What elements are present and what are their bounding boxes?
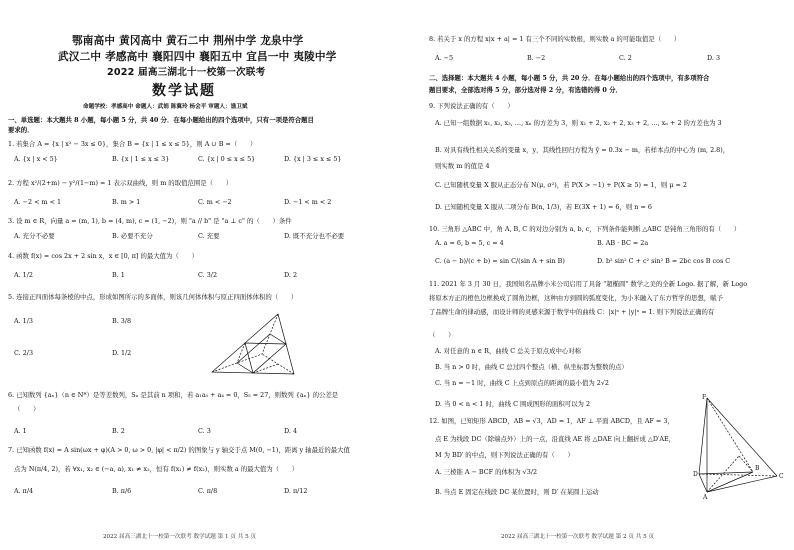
q11-option-a: A. 对任意的 n ∈ R，曲线 C 总关于原点成中心对称 <box>435 347 582 355</box>
q1-option-c: C. {x | 0 ≤ x ≤ 5} <box>198 155 256 163</box>
exam-page-2 <box>397 0 794 550</box>
question-12-line-3: M 为 BD′ 的中点，则下列说法正确的有（ ） <box>435 451 574 459</box>
question-7-cont: 点为 N(π/4, 2)，若 ∀x₁, x₂ ∈ (−a, a), x₁ ≠ x₂，恒有 f(x₁) ≠ f(x₂)，则实数 a 的最大值为（ ） <box>14 465 299 473</box>
question-2: 2. 方程 x²/(2+m) − y²/(1−m) = 1 表示双曲线，则 m 的取值范围是（ ） <box>8 179 233 187</box>
q6-option-a: A. 1 <box>14 427 27 435</box>
q8-option-b: B. −2 <box>527 54 546 62</box>
q9-option-d: D. 已知随机变量 X 服从二项分布 B(n, 1/3)，若 E(3X + 1) = 6，则 n = 6 <box>435 203 652 211</box>
q7-option-d: D. π/12 <box>284 487 308 495</box>
section-1-heading-cont: 要求的． <box>8 126 34 134</box>
question-11-line-4: （ ） <box>429 331 455 339</box>
q10-option-a: A. a = 6, b = 5, c = 4 <box>435 239 504 247</box>
question-5: 5. 连接正四面体每条棱的中点，形成如图所示的多面体，则该几何体体积与原正四面体体积的（ ） <box>8 293 298 301</box>
credits-line: 命题学校：孝感高中 命题人：武娟 陈冀玲 杨会平 审题人：谯卫斌 <box>83 104 248 110</box>
q6-option-b: B. 2 <box>112 427 125 435</box>
section-2-heading: 二、选择题：本大题共 4 小题，每小题 5 分，共 20 分．在每小题给出的四个选项中，有多项符合 <box>429 74 710 82</box>
q2-option-a: A. −2 < m < 1 <box>14 198 62 206</box>
q7-option-c: C. π/8 <box>198 487 218 495</box>
q3-option-b: B. 必要不充分 <box>112 232 153 240</box>
q9-option-a: A. 已知一组数据 x₁, x₂, x₃, …, xₙ 的方差为 3，则 x₁ + 2, x₂ + 2, x₃ + 2, …, xₙ + 2 的方差也为 3 <box>435 119 722 127</box>
figure-label-f: F <box>702 394 707 401</box>
q6-option-c: C. 3 <box>198 427 211 435</box>
tetrahedron-figure <box>208 312 304 380</box>
q1-option-d: D. {x | 3 ≤ x ≤ 5} <box>284 155 342 163</box>
q4-option-b: B. 1 <box>112 271 125 279</box>
school-list-line-1: 鄂南高中 黄冈高中 黄石二中 荆州中学 龙泉中学 <box>72 35 304 47</box>
question-6: 6. 已知数列 {aₙ}（n ∈ N*）是等差数列，Sₙ 是其前 n 项和，若 a₁a₅ + a₄ = 0，S₅ = 27，则数列 {aₙ} 的公差是 <box>8 391 339 399</box>
q2-option-c: C. m < −2 <box>198 198 232 206</box>
question-9: 9. 下列说法正确的有（ ） <box>429 102 514 110</box>
q9-option-b-cont: 则实数 m 的值是 4 <box>435 162 490 170</box>
figure-label-d: D <box>693 471 698 478</box>
q4-option-d: D. 2 <box>284 271 298 279</box>
q10-option-d: D. b² sin² C + c² sin² B = 2bc cos B cos C <box>597 257 731 265</box>
page-footer-1: 2022 届高三湖北十一校第一次联考 数学试题 第 1 页 共 5 页 <box>103 534 257 540</box>
question-11-line-2: 将原本方正的橙色边框换成了圆角边框，这种由方到圆的弧度变化，为小米融入了东方哲学的思想，赋予 <box>429 294 723 302</box>
school-list-line-2: 武汉二中 孝感高中 襄阳四中 襄阳五中 宜昌一中 夷陵中学 <box>58 51 337 63</box>
figure-label-c: C <box>779 473 784 480</box>
q2-option-b: B. m > 1 <box>112 198 141 206</box>
q11-option-b: B. 当 n > 0 时，曲线 C 总过四个整点（横、纵坐标都为整数的点） <box>435 363 628 371</box>
question-10: 10. 三角形 △ABC 中，角 A, B, C 的对边分别为 a, b, c，下列条件能判断 △ABC 是钝角三角形的有（ ） <box>429 225 741 233</box>
question-12: 12. 如图，已知矩形 ABCD，AB = √3，AD = 1，AF ⊥ 平面 ABCD，且 AF = 3， <box>429 417 674 425</box>
q10-option-c: C. (a − b)/(c + b) = sin C/(sin A + sin B) <box>435 257 565 265</box>
exam-name: 2022 届高三湖北十一校第一次联考 <box>107 67 266 78</box>
question-6-cont: （ ） <box>14 405 40 413</box>
figure-label-b: B <box>755 465 760 472</box>
question-11-line-3: 了品牌生命的律动感，而设计师的灵感来源于数学中的曲线 C：|x|ⁿ + |y|ⁿ = 1. 则下列说法正确的有 <box>429 308 715 316</box>
page-footer-2: 2022 届高三湖北十一校第一次联考 数学试题 第 2 页 共 5 页 <box>501 534 655 540</box>
q11-option-d: D. 当 0 < n < 1 时，曲线 C 围成图形的面积可以为 2 <box>435 400 591 408</box>
q12-option-a: A. 三棱锥 A − BCF 的体积为 √3/2 <box>435 468 538 476</box>
q4-option-c: C. 3/2 <box>198 271 218 279</box>
q7-option-b: B. π/6 <box>112 487 132 495</box>
q3-option-c: C. 充要 <box>198 232 220 240</box>
q10-option-b: B. AB · BC = 2a <box>597 239 649 247</box>
q9-option-b: B. 对具有线性相关关系的变量 x，y，其线性回归方程为 ŷ = 0.3x − m，若样本点的中心为 (m, 2.8)， <box>435 146 730 154</box>
question-1: 1. 若集合 A = {x | x² − 3x ≤ 0}，集合 B = {x | 1 ≤ x ≤ 5}，则 A ∪ B =（ ） <box>8 140 257 148</box>
q3-option-d: D. 既不充分也不必要 <box>284 232 345 240</box>
q8-option-d: D. 3 <box>707 54 721 62</box>
q5-option-d: D. 1/2 <box>112 349 132 357</box>
q5-option-c: C. 2/3 <box>14 349 34 357</box>
question-8: 8. 若关于 x 的方程 x|x + a| = 1 有三个不同的实数根，则实数 a 的可能取值是（ ） <box>429 35 681 43</box>
figure-label-a: A <box>703 494 708 500</box>
q9-option-c: C. 已知随机变量 X 服从正态分布 N(μ, σ²)，若 P(X > −1) + P(X ≥ 5) = 1，则 μ = 2 <box>435 181 687 189</box>
q6-option-d: D. 4 <box>284 427 298 435</box>
q3-option-a: A. 充分不必要 <box>14 232 55 240</box>
page-title: 数学试题 <box>152 83 216 99</box>
q8-option-c: C. 2 <box>619 54 632 62</box>
q5-option-a: A. 1/3 <box>14 317 33 325</box>
question-4: 4. 函数 f(x) = cos 2x + 2 sin x，x ∈ [0, π] 的最大值为（ ） <box>8 252 198 260</box>
section-1-heading: 一、单选题：本大题共 8 小题，每小题 5 分，共 40 分．在每小题给出的四个选项中，只有一项是符合题目 <box>8 116 314 124</box>
question-12-line-2: 点 E 为线段 DC（除端点外）上的一点，沿直线 AE 将 △DAE 向上翻折成 △D′AE， <box>435 435 676 443</box>
question-7: 7. 已知函数 f(x) = A sin(ωx + φ)(A > 0, ω > 0, |φ| < π/2) 的图象与 y 轴交于点 M(0, −1)，距离 y 轴最近的最大值 <box>8 446 350 454</box>
question-11: 11. 2021 年 3 月 30 日，我国知名品牌小米公司启用了具备 "超椭圆" 数学之美的全新 Logo. 据了解，新 Logo <box>429 280 748 288</box>
question-3: 3. 设 m ∈ R，向量 a = (m, 1), b = (4, m), c = (1, −2)，则 "a // b" 是 "a ⊥ c" 的（ ）条件 <box>8 217 292 225</box>
q4-option-a: A. 1/2 <box>14 271 33 279</box>
q1-option-a: A. {x | x < 5} <box>14 155 58 163</box>
q8-option-a: A. −5 <box>435 54 454 62</box>
q1-option-b: B. {x | 1 ≤ x ≤ 3} <box>112 155 170 163</box>
q11-option-c: C. 当 n = −1 时，曲线 C 上点到原点的距离的最小值为 2√2 <box>435 379 609 387</box>
q5-option-b: B. 3/8 <box>112 317 132 325</box>
pyramid-figure <box>693 394 789 500</box>
q2-option-d: D. −1 < m < 2 <box>284 198 332 206</box>
q12-option-b: B. 当点 E 固定在线段 DC 某位置时，则 D′ 在某圆上运动 <box>435 488 599 496</box>
section-2-heading-cont: 题目要求，全部选对得 5 分，部分选对得 2 分，有选错的得 0 分． <box>429 86 622 94</box>
q7-option-a: A. π/4 <box>14 487 34 495</box>
